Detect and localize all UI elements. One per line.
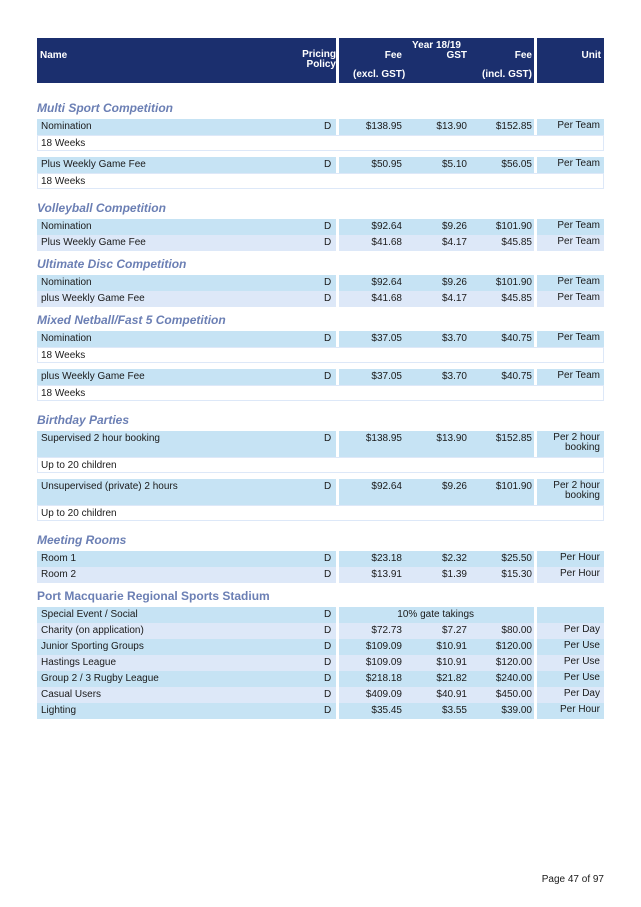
section-title: Birthday Parties xyxy=(37,413,130,427)
header-fee-cell xyxy=(339,38,534,83)
row-name: Supervised 2 hour booking xyxy=(41,433,160,444)
row-fee-excl: $109.09 xyxy=(365,657,402,668)
row-name: Room 1 xyxy=(41,553,77,564)
unit-cell xyxy=(537,623,604,639)
unit-cell xyxy=(537,331,604,347)
row-name: Hastings League xyxy=(41,657,117,668)
name-cell xyxy=(37,119,336,135)
row-pricing-policy: D xyxy=(324,553,332,564)
row-fee-excl: $218.18 xyxy=(365,673,402,684)
row-fee-incl: $25.50 xyxy=(501,553,532,564)
row-note xyxy=(37,135,604,151)
row-gst: $21.82 xyxy=(436,673,467,684)
fee-cell xyxy=(339,235,534,251)
unit-cell xyxy=(537,687,604,703)
row-unit: Per Day xyxy=(563,624,600,635)
table-row xyxy=(37,331,604,347)
header-incl: (incl. GST) xyxy=(482,69,532,80)
name-cell xyxy=(37,567,336,583)
row-pricing-policy: D xyxy=(324,433,332,444)
table-row xyxy=(37,369,604,385)
header-fee: Fee xyxy=(384,50,402,61)
row-note xyxy=(37,385,604,401)
header-excl: (excl. GST) xyxy=(353,69,406,80)
row-unit: Per Hour xyxy=(559,704,600,715)
row-name: Casual Users xyxy=(41,689,102,700)
fee-cell xyxy=(339,671,534,687)
row-fee-incl: $40.75 xyxy=(501,371,532,382)
row-fee-excl: $13.91 xyxy=(371,569,402,580)
row-name: Junior Sporting Groups xyxy=(41,641,144,652)
row-gst: $9.26 xyxy=(441,277,467,288)
row-pricing-policy: D xyxy=(324,333,332,344)
fee-cell xyxy=(339,607,534,623)
fee-cell xyxy=(339,639,534,655)
section-title: Ultimate Disc Competition xyxy=(37,257,187,271)
table-row xyxy=(37,157,604,173)
unit-cell xyxy=(537,291,604,307)
table-row xyxy=(37,655,604,671)
header-name: Name xyxy=(40,50,68,61)
section-title: Volleyball Competition xyxy=(37,201,166,215)
name-cell xyxy=(37,369,336,385)
fee-cell xyxy=(339,157,534,173)
row-fee-incl: $40.75 xyxy=(501,333,532,344)
fee-cell xyxy=(339,291,534,307)
row-note-text: 18 Weeks xyxy=(41,138,86,149)
page-number: Page 47 of 97 xyxy=(541,874,604,885)
row-fee-excl: $92.64 xyxy=(371,481,402,492)
name-cell xyxy=(37,291,336,307)
row-fee-excl: $41.68 xyxy=(371,293,402,304)
row-gst: $3.55 xyxy=(441,705,467,716)
row-unit: Per Team xyxy=(557,220,600,231)
row-gst: $7.27 xyxy=(441,625,467,636)
row-unit: Per Hour xyxy=(559,568,600,579)
table-row xyxy=(37,235,604,251)
row-fee-incl: $152.85 xyxy=(495,121,532,132)
unit-cell xyxy=(537,551,604,567)
row-note-text: 18 Weeks xyxy=(41,176,86,187)
row-name: Nomination xyxy=(41,277,92,288)
row-fee-incl: $39.00 xyxy=(501,705,532,716)
fee-cell xyxy=(339,219,534,235)
row-fee-incl: $101.90 xyxy=(495,481,532,492)
row-gst: $4.17 xyxy=(441,293,467,304)
row-fee-incl: $101.90 xyxy=(495,221,532,232)
table-row xyxy=(37,119,604,135)
header-unit-cell xyxy=(537,38,604,83)
header-policy-cell xyxy=(299,38,336,83)
table-row xyxy=(37,687,604,703)
row-unit: Per Use xyxy=(563,640,600,651)
row-note-text: 18 Weeks xyxy=(41,350,86,361)
row-gst: $3.70 xyxy=(441,371,467,382)
row-pricing-policy: D xyxy=(324,121,332,132)
fee-cell xyxy=(339,687,534,703)
row-fee-incl: $120.00 xyxy=(495,657,532,668)
row-gst: $10.91 xyxy=(436,657,467,668)
row-unit: Per 2 hour booking xyxy=(553,480,600,501)
name-cell xyxy=(37,431,336,457)
row-unit: Per Hour xyxy=(559,552,600,563)
table-row xyxy=(37,639,604,655)
row-unit: Per Team xyxy=(557,120,600,131)
row-fee-incl: $240.00 xyxy=(495,673,532,684)
name-cell xyxy=(37,703,336,719)
section-volley xyxy=(37,201,604,251)
row-name: Plus Weekly Game Fee xyxy=(41,159,146,170)
row-fee-excl: $35.45 xyxy=(371,705,402,716)
row-note-text: 18 Weeks xyxy=(41,388,86,399)
row-fee-incl: $101.90 xyxy=(495,277,532,288)
row-fee-excl: $92.64 xyxy=(371,221,402,232)
section-stadium xyxy=(37,589,604,719)
unit-cell xyxy=(537,275,604,291)
name-cell xyxy=(37,551,336,567)
name-cell xyxy=(37,623,336,639)
row-unit: Per Team xyxy=(557,236,600,247)
fee-cell xyxy=(339,655,534,671)
fee-schedule xyxy=(37,38,604,719)
fee-cell xyxy=(339,331,534,347)
row-pricing-policy: D xyxy=(324,159,332,170)
header-pricing-policy: Pricing Policy xyxy=(302,49,336,70)
name-cell xyxy=(37,157,336,173)
row-pricing-policy: D xyxy=(324,569,332,580)
row-name: Special Event / Social xyxy=(41,609,138,620)
row-note-text: Up to 20 children xyxy=(41,460,117,471)
section-title: Mixed Netball/Fast 5 Competition xyxy=(37,313,226,327)
row-pricing-policy: D xyxy=(324,277,332,288)
row-name: Group 2 / 3 Rugby League xyxy=(41,673,159,684)
row-unit: Per 2 hour booking xyxy=(553,432,600,453)
row-fee-excl: $41.68 xyxy=(371,237,402,248)
row-name: Nomination xyxy=(41,333,92,344)
row-gst: $2.32 xyxy=(441,553,467,564)
unit-cell xyxy=(537,157,604,173)
table-body xyxy=(37,101,604,719)
row-pricing-policy: D xyxy=(324,657,332,668)
fee-cell xyxy=(339,479,534,505)
table-row xyxy=(37,703,604,719)
row-fee-excl: $50.95 xyxy=(371,159,402,170)
row-gst: $9.26 xyxy=(441,481,467,492)
row-unit: Per Use xyxy=(563,656,600,667)
fee-cell xyxy=(339,119,534,135)
row-fee-incl: $152.85 xyxy=(495,433,532,444)
row-fee-incl: $450.00 xyxy=(495,689,532,700)
row-gst: $5.10 xyxy=(441,159,467,170)
row-pricing-policy: D xyxy=(324,237,332,248)
row-name: Lighting xyxy=(41,705,77,716)
unit-cell xyxy=(537,479,604,505)
row-name: Nomination xyxy=(41,121,92,132)
row-pricing-policy: D xyxy=(324,625,332,636)
row-pricing-policy: D xyxy=(324,481,332,492)
row-fee-incl: $80.00 xyxy=(501,625,532,636)
row-unit: Per Day xyxy=(563,688,600,699)
section-disc xyxy=(37,257,604,307)
row-gst: $1.39 xyxy=(441,569,467,580)
unit-cell xyxy=(537,119,604,135)
row-name: Room 2 xyxy=(41,569,77,580)
row-fee-incl: $15.30 xyxy=(501,569,532,580)
row-fee-excl: $23.18 xyxy=(371,553,402,564)
row-note-text: Up to 20 children xyxy=(41,508,117,519)
row-note xyxy=(37,173,604,189)
row-fee-excl: $409.09 xyxy=(365,689,402,700)
section-multi xyxy=(37,101,604,189)
row-gst: $9.26 xyxy=(441,221,467,232)
fee-cell xyxy=(339,431,534,457)
row-fee-incl: $120.00 xyxy=(495,641,532,652)
row-pricing-policy: D xyxy=(324,293,332,304)
unit-cell xyxy=(537,567,604,583)
name-cell xyxy=(37,331,336,347)
row-fee-excl: $37.05 xyxy=(371,333,402,344)
table-row xyxy=(37,567,604,583)
fee-cell xyxy=(339,275,534,291)
row-gst: $13.90 xyxy=(436,121,467,132)
table-row xyxy=(37,607,604,623)
name-cell xyxy=(37,607,336,623)
header-gst: GST xyxy=(446,50,467,61)
table-row xyxy=(37,275,604,291)
row-name: Nomination xyxy=(41,221,92,232)
row-fee-incl: $45.85 xyxy=(501,293,532,304)
name-cell xyxy=(37,687,336,703)
row-note xyxy=(37,505,604,521)
name-cell xyxy=(37,639,336,655)
row-gst: $13.90 xyxy=(436,433,467,444)
row-gst: $10.91 xyxy=(436,641,467,652)
row-fee-incl: $45.85 xyxy=(501,237,532,248)
row-unit: Per Team xyxy=(557,332,600,343)
row-pricing-policy: D xyxy=(324,689,332,700)
row-combined-fee: 10% gate takings xyxy=(397,609,474,620)
fee-cell xyxy=(339,369,534,385)
header-name-cell xyxy=(37,38,336,83)
row-pricing-policy: D xyxy=(324,705,332,716)
unit-cell xyxy=(537,655,604,671)
table-row xyxy=(37,623,604,639)
header-unit: Unit xyxy=(581,50,601,61)
row-gst: $4.17 xyxy=(441,237,467,248)
row-note xyxy=(37,347,604,363)
name-cell xyxy=(37,479,336,505)
row-unit: Per Team xyxy=(557,292,600,303)
section-title: Multi Sport Competition xyxy=(37,101,173,115)
name-cell xyxy=(37,655,336,671)
row-unit: Per Team xyxy=(557,370,600,381)
unit-cell xyxy=(537,219,604,235)
row-fee-excl: $92.64 xyxy=(371,277,402,288)
table-row xyxy=(37,479,604,505)
row-note xyxy=(37,457,604,473)
row-pricing-policy: D xyxy=(324,371,332,382)
fee-cell xyxy=(339,703,534,719)
name-cell xyxy=(37,275,336,291)
row-gst: $3.70 xyxy=(441,333,467,344)
row-fee-excl: $37.05 xyxy=(371,371,402,382)
name-cell xyxy=(37,219,336,235)
row-name: Charity (on application) xyxy=(41,625,144,636)
table-row xyxy=(37,291,604,307)
row-fee-excl: $72.73 xyxy=(371,625,402,636)
fee-cell xyxy=(339,551,534,567)
row-fee-excl: $138.95 xyxy=(365,121,402,132)
fee-cell xyxy=(339,623,534,639)
section-meeting xyxy=(37,533,604,583)
header-year: Year 18/19 xyxy=(412,40,461,51)
row-pricing-policy: D xyxy=(324,609,332,620)
row-fee-incl: $56.05 xyxy=(501,159,532,170)
unit-cell xyxy=(537,671,604,687)
row-gst: $40.91 xyxy=(436,689,467,700)
row-unit: Per Team xyxy=(557,158,600,169)
row-pricing-policy: D xyxy=(324,641,332,652)
section-title: Meeting Rooms xyxy=(37,533,127,547)
row-unit: Per Use xyxy=(563,672,600,683)
table-row xyxy=(37,551,604,567)
row-pricing-policy: D xyxy=(324,221,332,232)
name-cell xyxy=(37,235,336,251)
section-birthday xyxy=(37,413,604,521)
unit-cell xyxy=(537,369,604,385)
table-row xyxy=(37,671,604,687)
row-name: Plus Weekly Game Fee xyxy=(41,237,146,248)
unit-cell xyxy=(537,431,604,457)
row-name: plus Weekly Game Fee xyxy=(41,371,145,382)
name-cell xyxy=(37,671,336,687)
row-unit: Per Team xyxy=(557,276,600,287)
table-header xyxy=(37,38,604,83)
row-name: plus Weekly Game Fee xyxy=(41,293,145,304)
fee-cell xyxy=(339,567,534,583)
table-row xyxy=(37,219,604,235)
unit-cell xyxy=(537,235,604,251)
section-title: Port Macquarie Regional Sports Stadium xyxy=(37,589,270,603)
unit-cell xyxy=(537,639,604,655)
header-fee-incl: Fee xyxy=(514,50,532,61)
row-fee-excl: $138.95 xyxy=(365,433,402,444)
row-fee-excl: $109.09 xyxy=(365,641,402,652)
table-row xyxy=(37,431,604,457)
unit-cell xyxy=(537,703,604,719)
row-pricing-policy: D xyxy=(324,673,332,684)
unit-cell xyxy=(537,607,604,623)
section-netball xyxy=(37,313,604,401)
row-name: Unsupervised (private) 2 hours xyxy=(41,481,178,492)
